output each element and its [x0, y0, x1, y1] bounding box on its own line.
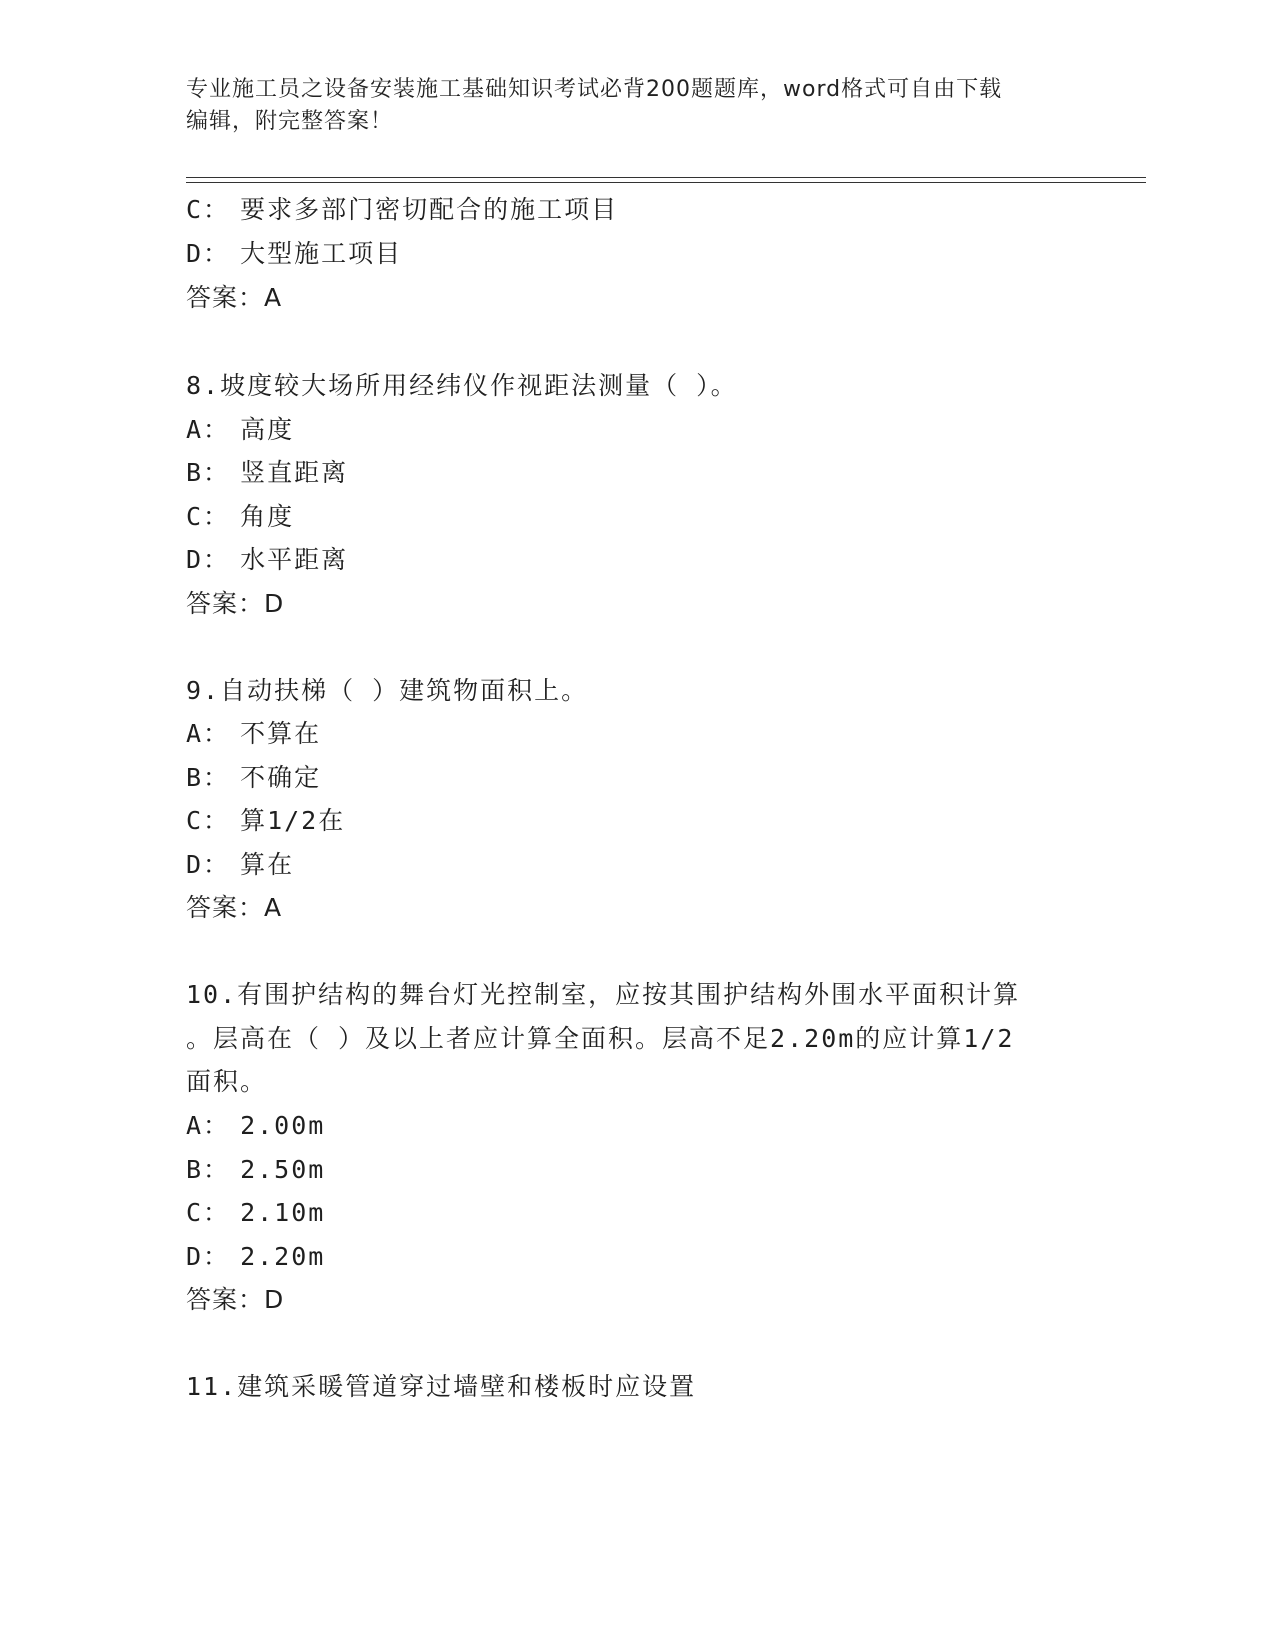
- option-key: C：: [186, 1198, 231, 1227]
- q7-option-c: [186, 190, 618, 226]
- option-text: 2.20m: [240, 1242, 326, 1271]
- q8-option-d: [186, 540, 348, 576]
- q10-stem-line-3: 面积。: [186, 1067, 268, 1096]
- option-key: D：: [186, 239, 231, 268]
- option-text: 2.50m: [240, 1155, 326, 1184]
- option-key: B：: [186, 1155, 231, 1184]
- q9-option-c: [186, 801, 345, 837]
- q8-option-a: [186, 410, 294, 446]
- option-key: D：: [186, 1242, 231, 1271]
- option-key: C：: [186, 502, 231, 531]
- q10-stem-line-2: 。层高在（ ）及以上者应计算全面积。层高不足2.20m的应计算1/2: [186, 1024, 1015, 1053]
- q9-option-a: [186, 714, 321, 750]
- option-text: 高度: [240, 415, 295, 444]
- option-key: A：: [186, 1111, 231, 1140]
- option-key: C：: [186, 806, 231, 835]
- option-key: B：: [186, 458, 231, 487]
- option-key: B：: [186, 763, 231, 792]
- q10-stem-line-1: 10.有围护结构的舞台灯光控制室，应按其围护结构外围水平面积计算: [186, 980, 1021, 1009]
- option-text: 要求多部门密切配合的施工项目: [240, 195, 619, 224]
- option-text: 竖直距离: [240, 458, 349, 487]
- option-text: 算1/2在: [240, 806, 346, 835]
- q10-option-b: [186, 1150, 325, 1186]
- option-text: 水平距离: [240, 545, 349, 574]
- header-rule-bottom: [186, 182, 1146, 183]
- option-text: 2.00m: [240, 1111, 326, 1140]
- q10-option-c: [186, 1193, 325, 1229]
- option-key: D：: [186, 850, 231, 879]
- option-text: 不算在: [240, 719, 322, 748]
- q10-answer: 答案：D: [186, 1285, 285, 1314]
- option-key: A：: [186, 719, 231, 748]
- option-text: 2.10m: [240, 1198, 326, 1227]
- q9-answer: 答案：A: [186, 893, 283, 922]
- q10-option-d: [186, 1237, 325, 1273]
- option-text: 大型施工项目: [240, 239, 403, 268]
- q9-option-d: [186, 845, 294, 881]
- q11-stem: 11.建筑采暖管道穿过墙壁和楼板时应设置: [186, 1372, 697, 1401]
- option-key: A：: [186, 415, 231, 444]
- q7-answer: 答案：A: [186, 283, 283, 312]
- q8-answer: 答案：D: [186, 589, 285, 618]
- q8-option-c: [186, 497, 294, 533]
- q9-stem: 9.自动扶梯（ ）建筑物面积上。: [186, 676, 589, 705]
- q8-option-b: [186, 453, 348, 489]
- option-key: D：: [186, 545, 231, 574]
- option-key: C：: [186, 195, 231, 224]
- q10-option-a: [186, 1106, 325, 1142]
- document-header: [186, 74, 1086, 138]
- q7-option-d: [186, 234, 402, 270]
- option-text: 角度: [240, 502, 295, 531]
- header-rule-top: [186, 177, 1146, 178]
- q8-stem: 8.坡度较大场所用经纬仪作视距法测量（ ）。: [186, 371, 738, 400]
- header-line-1: 专业施工员之设备安装施工基础知识考试必背200题题库，word格式可自由下载: [186, 77, 1003, 102]
- option-text: 算在: [240, 850, 295, 879]
- option-text: 不确定: [240, 763, 322, 792]
- header-line-2: 编辑，附完整答案！: [186, 109, 394, 134]
- q9-option-b: [186, 758, 321, 794]
